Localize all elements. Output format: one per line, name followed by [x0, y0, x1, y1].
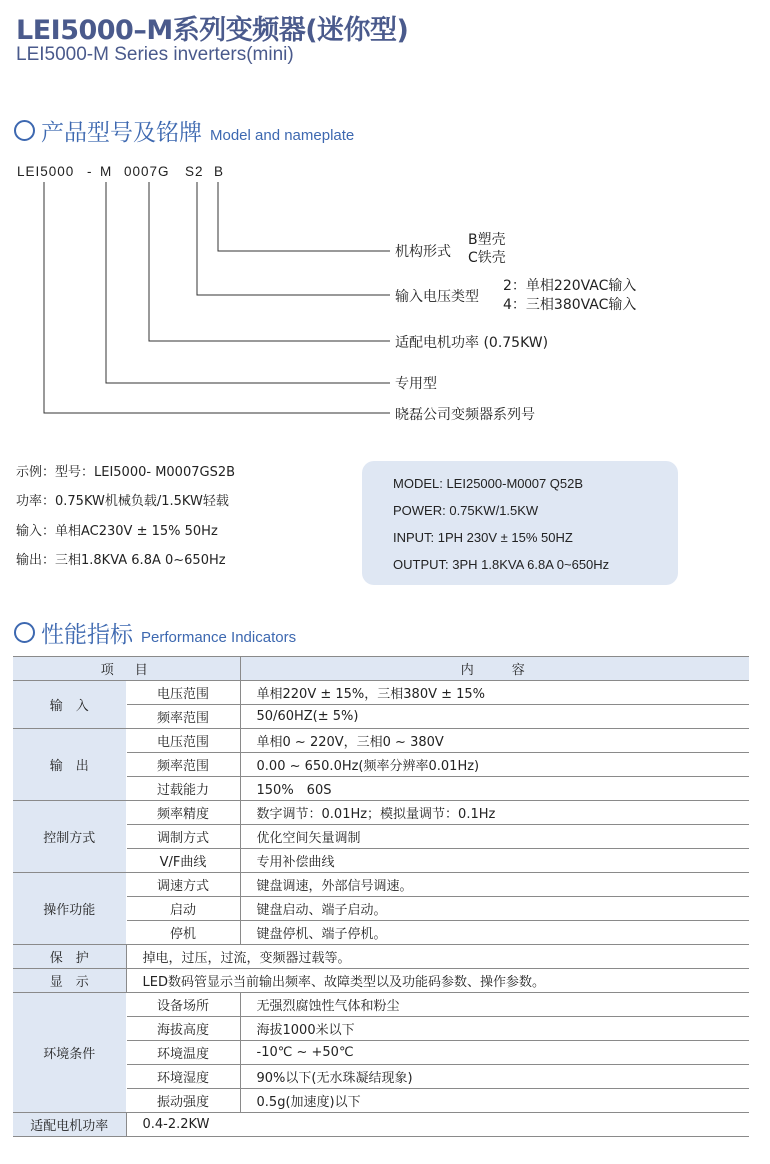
legend-series: 晓磊公司变频器系列号: [395, 407, 535, 423]
legend-power: 适配电机功率 (0.75KW): [395, 335, 549, 351]
row-value: 专用补偿曲线: [240, 849, 749, 873]
row-label: 启动: [126, 897, 240, 921]
legend-special: 专用型: [395, 376, 437, 392]
row-label: 环境温度: [126, 1041, 240, 1065]
group-control: 控制方式: [13, 801, 126, 873]
row-value: 无强烈腐蚀性气体和粉尘: [240, 993, 749, 1017]
row-value: 单相220V ± 15%，三相380V ± 15%: [240, 681, 749, 705]
row-label: 电压范围: [126, 729, 240, 753]
legend-structure-label: 机构形式: [395, 244, 451, 260]
row-label: 过载能力: [126, 777, 240, 801]
legend-structure-c: C铁壳: [468, 250, 506, 266]
row-value: 数字调节：0.01Hz；模拟量调节：0.1Hz: [240, 801, 749, 825]
perf-heading-en: Performance Indicators: [141, 629, 297, 646]
row-value: 0.00 ~ 650.0Hz(频率分辨率0.01Hz): [240, 753, 749, 777]
model-code-diagram: [0, 0, 770, 440]
row-label: 振动强度: [126, 1089, 240, 1113]
table-row: [13, 969, 749, 993]
perf-section-heading: [14, 616, 296, 649]
row-label: 海拔高度: [126, 1017, 240, 1041]
row-value: 90%以下(无水珠凝结现象): [240, 1065, 749, 1089]
example-line-1: 示例：型号：LEI5000- M0007GS2B: [16, 465, 236, 480]
group-environment: 环境条件: [13, 993, 126, 1113]
col-content-header: 内 容: [240, 657, 749, 681]
example-line-2: 功率：0.75KW机械负载/1.5KW轻载: [16, 494, 229, 509]
group-motor-power: 适配电机功率: [13, 1113, 126, 1137]
row-label: 调速方式: [126, 873, 240, 897]
code-voltage: S2: [185, 164, 204, 179]
page-subtitle: LEI5000-M Series inverters(mini): [16, 44, 294, 65]
nameplate-output: OUTPUT: 3PH 1.8KVA 6.8A 0~650Hz: [393, 557, 610, 572]
nameplate-model: MODEL: LEI25000-M0007 Q52B: [393, 476, 584, 491]
row-value: 键盘启动、端子启动。: [240, 897, 749, 921]
row-value: 键盘停机、端子停机。: [240, 921, 749, 945]
line-structure: [218, 182, 390, 251]
legend-voltage-label: 输入电压类型: [395, 289, 479, 305]
group-output: 输 出: [13, 729, 126, 801]
row-label: 电压范围: [126, 681, 240, 705]
row-value: 键盘调速，外部信号调速。: [240, 873, 749, 897]
row-value: -10℃ ~ +50℃: [240, 1041, 749, 1065]
row-label: V/F曲线: [126, 849, 240, 873]
nameplate-input: INPUT: 1PH 230V ± 15% 50HZ: [393, 530, 573, 545]
row-label: 频率范围: [126, 753, 240, 777]
table-row: [13, 1113, 749, 1137]
row-value: 掉电，过压，过流，变频器过载等。: [126, 945, 749, 969]
example-line-3: 输入：单相AC230V ± 15% 50Hz: [16, 524, 218, 539]
row-label: 频率精度: [126, 801, 240, 825]
line-power: [149, 182, 390, 341]
row-value: 0.5g(加速度)以下: [240, 1089, 749, 1113]
perf-heading-cn: 性能指标: [41, 622, 133, 648]
line-series: [44, 182, 390, 413]
row-label: 调制方式: [126, 825, 240, 849]
code-dash: -: [87, 164, 93, 179]
row-value: 海拔1000米以下: [240, 1017, 749, 1041]
nameplate-power: POWER: 0.75KW/1.5KW: [393, 503, 539, 518]
row-label: 频率范围: [126, 705, 240, 729]
code-power: 0007G: [124, 164, 170, 179]
table-row: [13, 801, 749, 825]
row-value: 单相0 ~ 220V，三相0 ~ 380V: [240, 729, 749, 753]
group-operation: 操作功能: [13, 873, 126, 945]
example-line-4: 输出：三相1.8KVA 6.8A 0~650Hz: [16, 553, 226, 568]
page-title: LEI5000–M系列变频器(迷你型): [16, 15, 409, 46]
row-label: 环境湿度: [126, 1065, 240, 1089]
performance-table: [13, 656, 749, 1137]
row-value: 优化空间矢量调制: [240, 825, 749, 849]
table-row: [13, 945, 749, 969]
group-protection: 保 护: [13, 945, 126, 969]
row-value: 50/60HZ(± 5%): [240, 705, 749, 729]
code-structure: B: [214, 164, 225, 179]
table-row: [13, 993, 749, 1017]
row-label: 停机: [126, 921, 240, 945]
table-row: [13, 873, 749, 897]
group-input: 输 入: [13, 681, 126, 729]
group-display: 显 示: [13, 969, 126, 993]
code-series: LEI5000: [17, 164, 75, 179]
circle-bullet-icon: [14, 622, 35, 643]
col-item-header: 项 目: [13, 657, 240, 681]
row-value: 150% 60S: [240, 777, 749, 801]
model-heading-en: Model and nameplate: [210, 127, 355, 144]
model-heading-cn: 产品型号及铭牌: [41, 120, 202, 146]
line-voltage: [197, 182, 390, 295]
legend-structure-b: B塑壳: [468, 232, 506, 248]
code-type: M: [100, 164, 113, 179]
legend-voltage-4: 4：三相380VAC输入: [503, 297, 637, 313]
table-header-row: [13, 657, 749, 681]
row-value: 0.4-2.2KW: [126, 1113, 749, 1137]
row-label: 设备场所: [126, 993, 240, 1017]
legend-voltage-2: 2：单相220VAC输入: [503, 278, 637, 294]
row-value: LED数码管显示当前输出频率、故障类型以及功能码参数、操作参数。: [126, 969, 749, 993]
table-row: [13, 681, 749, 705]
table-row: [13, 729, 749, 753]
